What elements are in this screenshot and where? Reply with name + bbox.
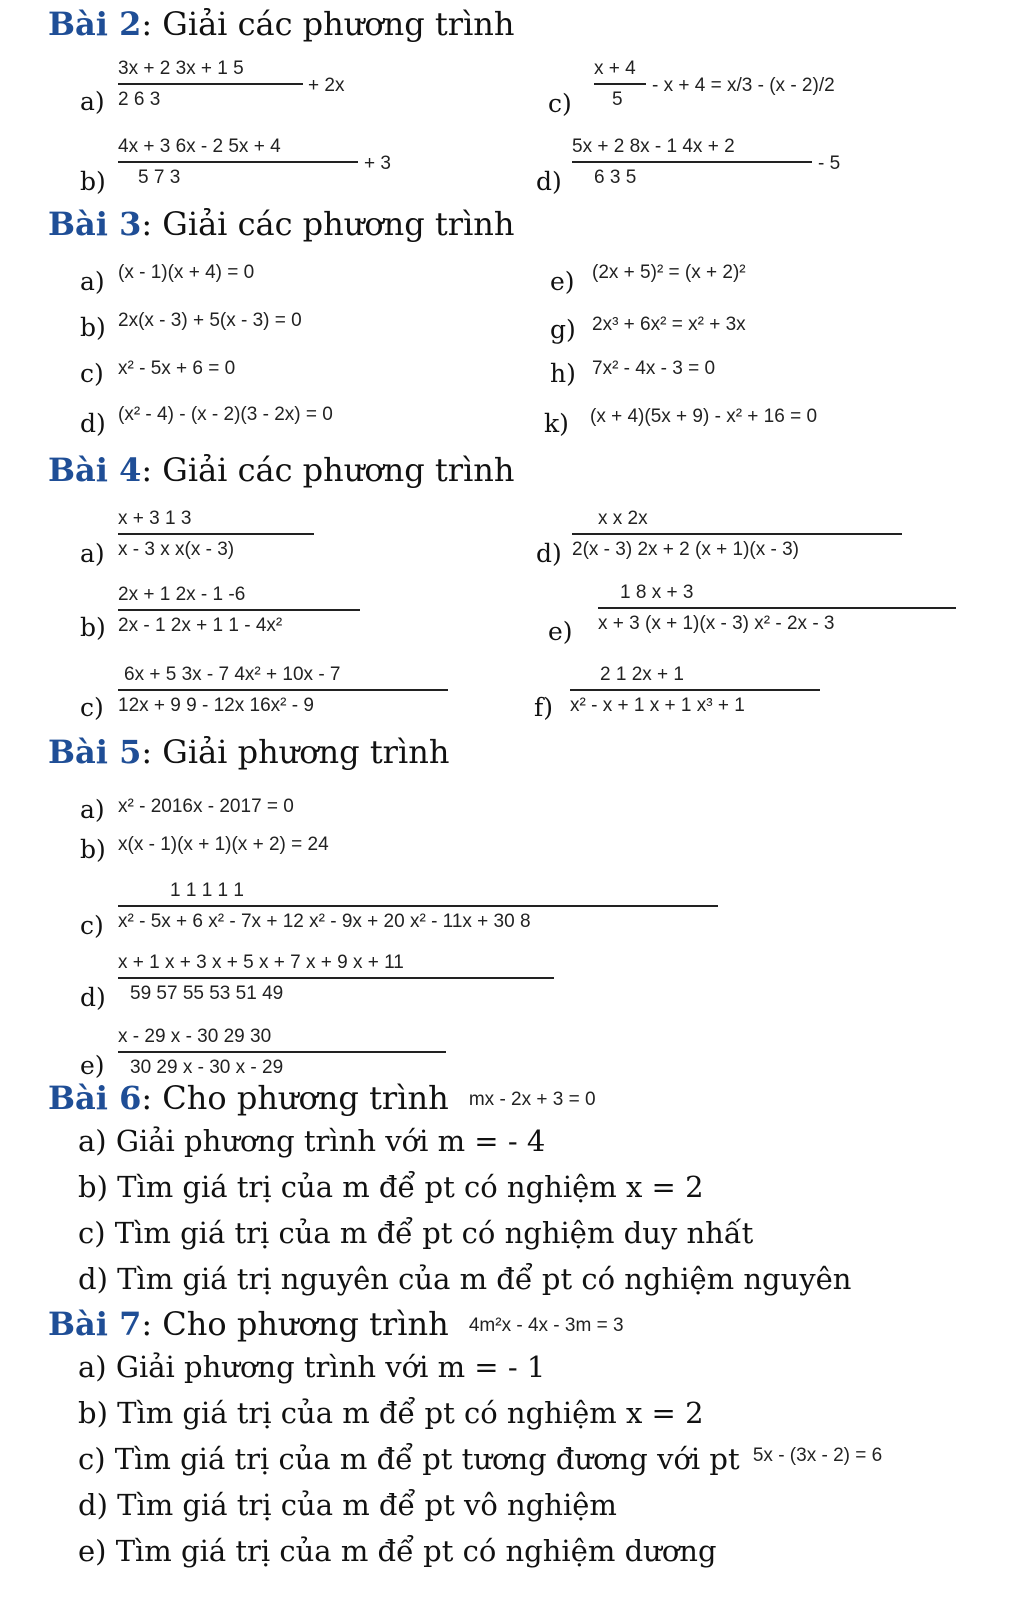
equation-tail: + 3 xyxy=(364,153,391,174)
bai5-a-label: a) xyxy=(80,795,105,824)
bai2-c-label: c) xyxy=(548,89,572,118)
bai5-e-equation xyxy=(118,1026,458,1086)
bai3-d-equation: (x² - 4) - (x - 2)(3 - 2x) = 0 xyxy=(118,404,333,425)
bai3-d-label: d) xyxy=(80,409,106,438)
fraction-bar xyxy=(118,161,358,163)
bai5-c-equation xyxy=(118,880,738,940)
bai7-item-b: b) Tìm giá trị của m để pt có nghiệm x = 2 xyxy=(78,1396,704,1430)
bai3-e-label: e) xyxy=(550,267,575,296)
bai6-title-bold: Bài 6 xyxy=(48,1079,142,1117)
equation-tail: - x + 4 = x/3 - (x - 2)/2 xyxy=(652,75,835,96)
bai4-title-rest: : Giải các phương trình xyxy=(141,451,515,489)
fraction-denominator: 59 57 55 53 51 49 xyxy=(130,983,284,1004)
bai7-item-d: d) Tìm giá trị của m để pt vô nghiệm xyxy=(78,1488,617,1522)
fraction-numerator: 5x + 2 8x - 1 4x + 2 xyxy=(572,136,735,157)
bai4-e-label: e) xyxy=(548,617,573,646)
bai5-title-rest: : Giải phương trình xyxy=(141,733,450,771)
bai6-item-a: a) Giải phương trình với m = - 4 xyxy=(78,1124,546,1158)
bai4-b-equation xyxy=(118,584,378,644)
fraction-bar xyxy=(572,161,812,163)
bai7-item-c xyxy=(78,1442,882,1481)
fraction-denominator: 30 29 x - 30 x - 29 xyxy=(130,1057,284,1078)
fraction-denominator: x + 3 (x + 1)(x - 3) x² - 2x - 3 xyxy=(598,613,835,634)
bai7-item-c-equation: 5x - (3x - 2) = 6 xyxy=(752,1445,883,1466)
fraction-numerator: 4x + 3 6x - 2 5x + 4 xyxy=(118,136,281,157)
bai4-title-bold: Bài 4 xyxy=(48,451,142,489)
bai4-e-equation xyxy=(598,582,978,642)
fraction-denominator: 12x + 9 9 - 12x 16x² - 9 xyxy=(118,695,314,716)
bai7-item-a: a) Giải phương trình với m = - 1 xyxy=(78,1350,546,1384)
fraction-numerator: x + 4 xyxy=(594,58,636,79)
bai7-title xyxy=(48,1306,624,1342)
bai3-c-equation: x² - 5x + 6 = 0 xyxy=(118,358,236,379)
fraction-numerator: x + 3 1 3 xyxy=(118,508,192,529)
bai7-item-c-text: c) Tìm giá trị của m để pt tương đương với pt xyxy=(78,1442,740,1476)
bai4-b-label: b) xyxy=(80,613,106,642)
equation-tail: + 2x xyxy=(308,75,345,96)
bai3-b-label: b) xyxy=(80,313,106,342)
bai7-item-e: e) Tìm giá trị của m để pt có nghiệm dương xyxy=(78,1534,717,1568)
fraction-bar xyxy=(118,83,303,85)
fraction-denominator: 2(x - 3) 2x + 2 (x + 1)(x - 3) xyxy=(572,539,799,560)
fraction-bar xyxy=(118,689,448,691)
fraction-bar xyxy=(118,905,718,907)
bai2-a-equation xyxy=(118,58,358,118)
bai4-c-label: c) xyxy=(80,693,104,722)
bai5-d-equation xyxy=(118,952,578,1012)
bai7-title-rest: : Cho phương trình xyxy=(141,1305,449,1343)
bai3-g-equation: 2x³ + 6x² = x² + 3x xyxy=(592,314,746,335)
bai5-a-equation: x² - 2016x - 2017 = 0 xyxy=(118,796,294,817)
fraction-denominator: 2x - 1 2x + 1 1 - 4x² xyxy=(118,615,283,636)
fraction-numerator: 2 1 2x + 1 xyxy=(600,664,684,685)
bai5-c-label: c) xyxy=(80,911,104,940)
bai4-title xyxy=(48,452,515,488)
bai3-title-rest: : Giải các phương trình xyxy=(141,205,515,243)
bai4-d-label: d) xyxy=(536,539,562,568)
fraction-denominator: x - 3 x x(x - 3) xyxy=(118,539,235,560)
bai5-title xyxy=(48,734,449,770)
fraction-numerator: 1 1 1 1 1 xyxy=(170,880,244,901)
fraction-denominator: 2 6 3 xyxy=(118,89,161,110)
fraction-bar xyxy=(118,1051,446,1053)
bai6-item-b: b) Tìm giá trị của m để pt có nghiệm x = 2 xyxy=(78,1170,704,1204)
bai4-a-label: a) xyxy=(80,539,105,568)
bai2-b-label: b) xyxy=(80,167,106,196)
bai3-title-bold: Bài 3 xyxy=(48,205,142,243)
bai3-g-label: g) xyxy=(550,315,576,344)
fraction-bar xyxy=(594,83,646,85)
fraction-numerator: x x 2x xyxy=(598,508,648,529)
fraction-numerator: 3x + 2 3x + 1 5 xyxy=(118,58,244,79)
bai2-a-label: a) xyxy=(80,87,105,116)
bai3-k-label: k) xyxy=(544,409,569,438)
bai4-f-equation xyxy=(570,664,870,724)
bai4-c-equation xyxy=(118,664,468,724)
bai4-d-equation xyxy=(572,508,912,568)
bai6-item-c: c) Tìm giá trị của m để pt có nghiệm duy nhất xyxy=(78,1216,754,1250)
bai2-b-equation xyxy=(118,136,408,196)
bai2-title-rest: : Giải các phương trình xyxy=(141,5,515,43)
fraction-bar xyxy=(598,607,956,609)
bai3-e-equation: (2x + 5)² = (x + 2)² xyxy=(592,262,746,283)
bai3-c-label: c) xyxy=(80,359,104,388)
fraction-bar xyxy=(118,533,314,535)
fraction-bar xyxy=(570,689,820,691)
fraction-bar xyxy=(572,533,902,535)
bai6-equation: mx - 2x + 3 = 0 xyxy=(468,1089,596,1110)
fraction-denominator: x² - x + 1 x + 1 x³ + 1 xyxy=(570,695,745,716)
bai6-title xyxy=(48,1080,596,1116)
bai3-k-equation: (x + 4)(5x + 9) - x² + 16 = 0 xyxy=(590,406,818,427)
bai2-title xyxy=(48,6,515,42)
bai3-h-label: h) xyxy=(550,359,576,388)
bai3-a-label: a) xyxy=(80,267,105,296)
bai6-item-d: d) Tìm giá trị nguyên của m để pt có nghiệm nguyên xyxy=(78,1262,852,1296)
fraction-numerator: 2x + 1 2x - 1 -6 xyxy=(118,584,246,605)
bai5-d-label: d) xyxy=(80,983,106,1012)
bai7-equation: 4m²x - 4x - 3m = 3 xyxy=(468,1315,624,1336)
fraction-denominator: 5 7 3 xyxy=(138,167,181,188)
bai3-a-equation: (x - 1)(x + 4) = 0 xyxy=(118,262,255,283)
bai4-f-label: f) xyxy=(534,693,554,722)
bai5-title-bold: Bài 5 xyxy=(48,733,142,771)
fraction-numerator: 6x + 5 3x - 7 4x² + 10x - 7 xyxy=(124,664,341,685)
fraction-numerator: 1 8 x + 3 xyxy=(620,582,694,603)
fraction-denominator: 6 3 5 xyxy=(594,167,637,188)
bai2-title-bold: Bài 2 xyxy=(48,5,142,43)
bai4-a-equation xyxy=(118,508,328,568)
fraction-denominator: x² - 5x + 6 x² - 7x + 12 x² - 9x + 20 x² - 11x + 30 8 xyxy=(118,911,531,932)
bai3-title xyxy=(48,206,515,242)
bai6-title-rest: : Cho phương trình xyxy=(141,1079,449,1117)
bai2-c-equation xyxy=(594,58,884,118)
fraction-bar xyxy=(118,977,554,979)
fraction-denominator: 5 xyxy=(612,89,623,110)
bai5-b-equation: x(x - 1)(x + 1)(x + 2) = 24 xyxy=(118,834,329,855)
bai5-b-label: b) xyxy=(80,835,106,864)
bai7-title-bold: Bài 7 xyxy=(48,1305,142,1343)
bai5-e-label: e) xyxy=(80,1051,105,1080)
bai3-b-equation: 2x(x - 3) + 5(x - 3) = 0 xyxy=(118,310,302,331)
bai2-d-equation xyxy=(572,136,862,196)
fraction-bar xyxy=(118,609,360,611)
equation-tail: - 5 xyxy=(818,153,841,174)
fraction-numerator: x - 29 x - 30 29 30 xyxy=(118,1026,272,1047)
bai2-d-label: d) xyxy=(536,167,562,196)
bai3-h-equation: 7x² - 4x - 3 = 0 xyxy=(592,358,716,379)
fraction-numerator: x + 1 x + 3 x + 5 x + 7 x + 9 x + 11 xyxy=(118,952,404,973)
